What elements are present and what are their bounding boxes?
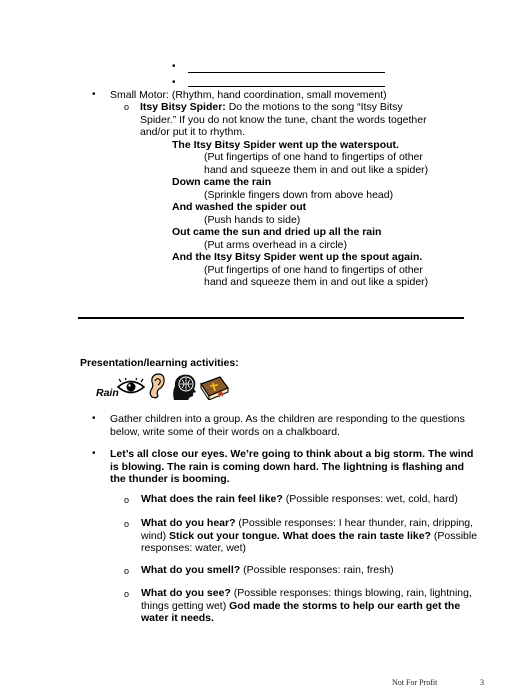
itsy-bitsy-title: Itsy Bitsy Spider: <box>140 101 226 113</box>
question-feel-bold: What does the rain feel like? <box>141 493 283 505</box>
itsy-bitsy-text-2: Spider.” If you do not know the tune, chant the words together <box>140 113 427 126</box>
lyric-motion-3: (Push hands to side) <box>204 213 301 226</box>
itsy-bitsy-text-1: Do the motions to the song “Itsy Bitsy <box>225 101 403 113</box>
small-motor-bullet: • <box>92 89 96 100</box>
blank-answer-line-1 <box>188 72 385 73</box>
storms-statement-cont: water it needs. <box>141 612 214 624</box>
itsy-bitsy-circle-bullet: o <box>124 102 130 112</box>
storm-text-2: is blowing. The rain is coming down hard. The lightning is flashing and <box>110 460 465 473</box>
gather-bullet: • <box>92 413 96 424</box>
bible-icon <box>198 374 230 400</box>
lyric-line-3: And washed the spider out <box>172 201 307 213</box>
blank-bullet-2: • <box>172 77 176 88</box>
lyric-line-1: The Itsy Bitsy Spider went up the waterspout. <box>172 138 399 151</box>
lyric-line-2: Down came the rain <box>172 176 272 188</box>
blank-answer-line-2 <box>188 86 385 87</box>
lyric-line-5: And the Itsy Bitsy Spider went up the spout again. <box>172 251 423 263</box>
q2-circle-bullet: o <box>124 519 130 529</box>
question-hear-bold: What do you hear? <box>141 517 236 529</box>
question-taste-responses-cont: responses: water, wet) <box>141 542 247 554</box>
itsy-bitsy-text-3: and/or put it to rhythm. <box>140 126 246 138</box>
lyric-motion-5b: hand and squeeze them in and out like a spider) <box>204 276 429 288</box>
question-hear <box>141 517 473 530</box>
rain-subheading: Rain <box>96 387 119 399</box>
lyric-motion-1b: hand and squeeze them in and out like a spider) <box>204 163 429 176</box>
question-see <box>141 587 472 600</box>
question-taste-responses: (Possible <box>430 529 478 542</box>
storms-statement: God made the storms to help our earth get the <box>229 599 461 612</box>
ear-icon <box>146 372 166 400</box>
q1-circle-bullet: o <box>124 495 130 505</box>
question-feel <box>141 493 458 506</box>
question-smell <box>141 564 394 577</box>
page-number: 3 <box>480 678 484 687</box>
gather-text-2: below, write some of their words on a chalkboard. <box>110 425 340 438</box>
question-hear-responses-cont: wind) <box>141 529 170 542</box>
lyric-line-4: Out came the sun and dried up all the rain <box>172 226 382 238</box>
question-see-responses-cont: things getting wet) <box>141 599 230 612</box>
question-see-responses: (Possible responses: things blowing, rain, lightning, <box>230 587 472 599</box>
storm-text-1: Let’s all close our eyes. We’re going to think about a big storm. The wind <box>110 448 474 460</box>
presentation-heading: Presentation/learning activities: <box>80 357 239 369</box>
storm-text-3: the thunder is booming. <box>110 473 230 485</box>
lyric-motion-5a: (Put fingertips of one hand to fingertips of other <box>204 263 423 276</box>
lyric-motion-1a: (Put fingertips of one hand to fingertips of other <box>204 151 423 163</box>
itsy-bitsy-item <box>140 101 403 114</box>
eye-icon <box>116 378 146 396</box>
question-smell-bold: What do you smell? <box>141 564 241 576</box>
head-silhouette-icon <box>168 372 198 402</box>
small-motor-label: Small Motor: (Rhythm, hand coordination, small movement) <box>110 89 387 101</box>
q4-circle-bullet: o <box>124 589 130 599</box>
question-taste <box>141 530 477 543</box>
question-hear-responses: (Possible responses: I hear thunder, rain, dripping, <box>235 517 474 529</box>
lyric-motion-2: (Sprinkle fingers down from above head) <box>204 188 394 201</box>
question-smell-responses: (Possible responses: rain, fresh) <box>240 564 394 576</box>
lyric-motion-4: (Put arms overhead in a circle) <box>204 238 347 251</box>
q3-circle-bullet: o <box>124 566 130 576</box>
gather-text-1: Gather children into a group. As the children are responding to the questions <box>110 413 465 425</box>
footer-not-for-profit: Not For Profit <box>392 678 438 687</box>
storm-bullet: • <box>92 448 96 459</box>
blank-bullet-1: • <box>172 61 176 72</box>
section-divider <box>78 317 464 319</box>
question-see-line-2 <box>141 600 460 613</box>
question-taste-bold: Stick out your tongue. What does the rain taste like? <box>169 529 431 542</box>
question-feel-responses: (Possible responses: wet, cold, hard) <box>282 493 458 505</box>
question-see-bold: What do you see? <box>141 587 231 599</box>
